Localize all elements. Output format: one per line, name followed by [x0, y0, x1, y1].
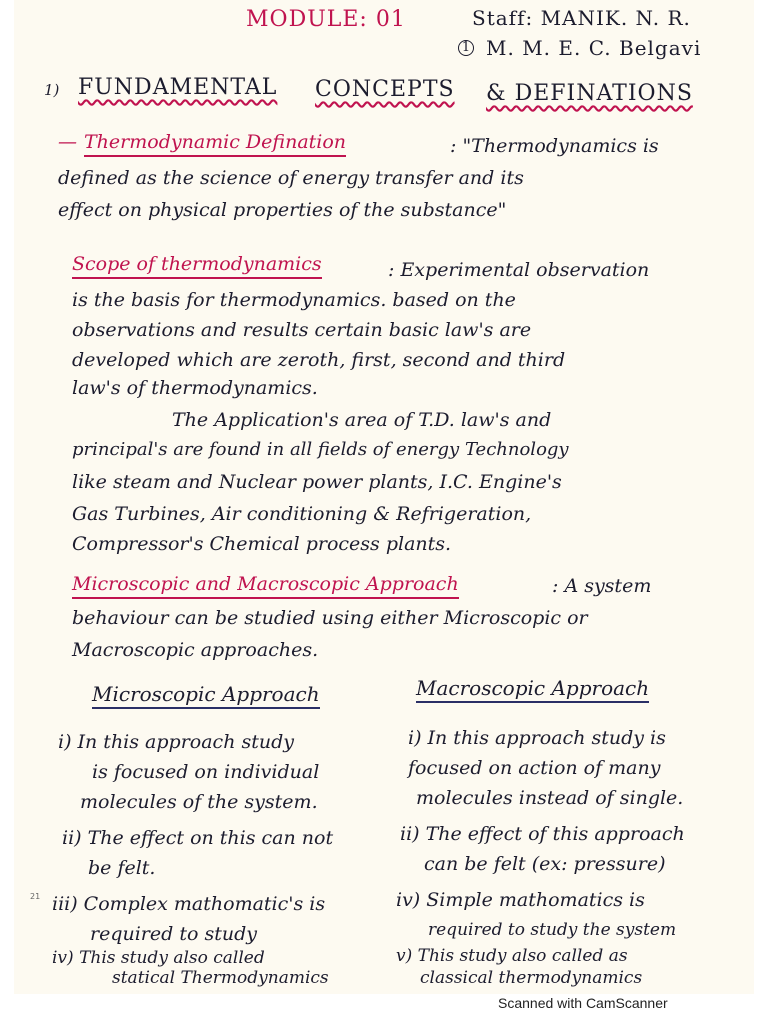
macro-iv-line1: iv) Simple mathomatics is	[396, 889, 645, 911]
macro-iv-line2: required to study the system	[428, 920, 677, 940]
thermo-def-line1: : "Thermodynamics is	[450, 135, 659, 157]
thermo-def-line3: effect on physical properties of the substance"	[58, 199, 507, 221]
scope-line1: : Experimental observation	[388, 259, 650, 281]
scope-line4: developed which are zeroth, first, second and third	[72, 349, 566, 371]
module-label: MODULE: 01	[246, 7, 406, 32]
scope-line3: observations and results certain basic law's are	[72, 319, 532, 341]
micro-ii-line1: ii) The effect on this can not	[62, 827, 334, 849]
micro-i-line1: i) In this approach study	[58, 731, 294, 753]
micro-iii-line1: iii) Complex mathomatic's is	[52, 893, 326, 915]
staff-name: Staff: MANIK. N. R.	[472, 6, 691, 30]
macro-i-line1: i) In this approach study is	[408, 727, 666, 749]
approach-label: Microscopic and Macroscopic Approach	[72, 572, 459, 599]
scope-line10: Compressor's Chemical process plants.	[72, 533, 452, 555]
micro-ii-line2: be felt.	[88, 857, 156, 879]
dash-mark: —	[58, 131, 77, 153]
page-number: 21	[30, 892, 41, 901]
macro-v-line2: classical thermodynamics	[420, 968, 643, 988]
macro-heading: Macroscopic Approach	[416, 676, 649, 703]
micro-iv-line1: iv) This study also called	[52, 948, 265, 968]
approach-line1: : A system	[552, 575, 652, 597]
approach-line2: behaviour can be studied using either Microscopic or	[72, 607, 588, 629]
thermo-def-line2: defined as the science of energy transfer and its	[58, 167, 524, 189]
macro-v-line1: v) This study also called as	[396, 946, 628, 966]
circle-mark: 1	[458, 40, 474, 56]
scope-line6: The Application's area of T.D. law's and	[172, 409, 552, 431]
section-title-concepts: CONCEPTS	[315, 77, 455, 102]
micro-i-line2: is focused on individual	[92, 761, 320, 783]
scope-line7: principal's are found in all fields of energy Technology	[72, 439, 569, 460]
camscanner-watermark: Scanned with CamScanner	[498, 995, 668, 1011]
macro-ii-line2: can be felt (ex: pressure)	[424, 853, 666, 875]
thermo-def-label: Thermodynamic Defination	[84, 130, 346, 157]
scope-line5: law's of thermodynamics.	[72, 377, 318, 399]
college-name: M. M. E. C. Belgavi	[486, 36, 702, 60]
section-title-fundamental: FUNDAMENTAL	[78, 75, 278, 100]
scope-line2: is the basis for thermodynamics. based on the	[72, 289, 516, 311]
approach-line3: Macroscopic approaches.	[72, 639, 319, 661]
macro-i-line2: focused on action of many	[408, 757, 661, 779]
micro-i-line3: molecules of the system.	[80, 791, 318, 813]
micro-iv-line2: statical Thermodynamics	[112, 968, 329, 988]
scope-line9: Gas Turbines, Air conditioning & Refrigeration,	[72, 503, 532, 525]
scope-label: Scope of thermodynamics	[72, 252, 322, 279]
section-number: 1)	[44, 81, 60, 99]
macro-ii-line1: ii) The effect of this approach	[400, 823, 685, 845]
scope-line8: like steam and Nuclear power plants, I.C. Engine's	[72, 471, 562, 493]
section-title-definitions: & DEFINATIONS	[486, 81, 693, 106]
micro-heading: Microscopic Approach	[92, 682, 320, 709]
micro-iii-line2: required to study	[90, 923, 257, 945]
macro-i-line3: molecules instead of single.	[416, 787, 684, 809]
